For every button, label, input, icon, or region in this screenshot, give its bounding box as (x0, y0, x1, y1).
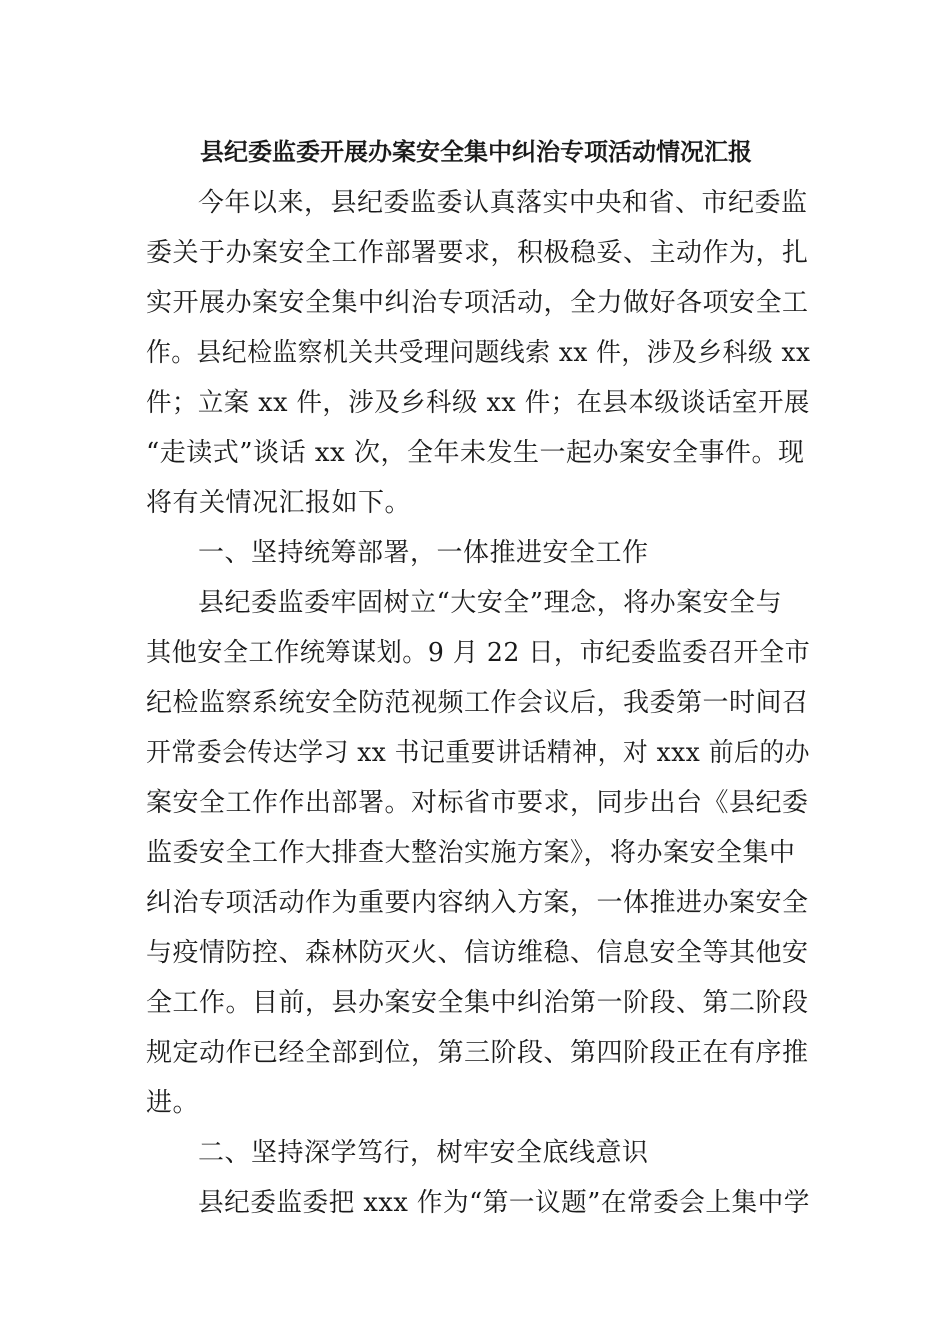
paragraph-line: 委关于办案安全工作部署要求，积极稳妥、主动作为，扎 (146, 238, 809, 268)
paragraph-line: 今年以来，县纪委监委认真落实中央和省、市纪委监 (198, 188, 808, 218)
paragraph-line: 县纪委监委牢固树立“大安全”理念，将办案安全与 (198, 588, 783, 618)
paragraph-line: 案安全工作作出部署。对标省市要求，同步出台《县纪委 (146, 788, 809, 818)
paragraph-line: 将有关情况汇报如下。 (146, 488, 412, 518)
section-heading: 二、坚持深学笃行，树牢安全底线意识 (198, 1138, 649, 1168)
paragraph-line: 纠治专项活动作为重要内容纳入方案，一体推进办案安全 (146, 888, 809, 918)
document-title: 县纪委监委开展办案安全集中纠治专项活动情况汇报 (200, 137, 752, 166)
paragraph-line: 件；立案 xx 件，涉及乡科级 xx 件；在县本级谈话室开展 (146, 388, 810, 418)
paragraph-line: “走读式”谈话 xx 次，全年未发生一起办案安全事件。现 (146, 438, 805, 468)
paragraph-line: 全工作。目前，县办案安全集中纠治第一阶段、第二阶段 (146, 988, 809, 1018)
paragraph-line: 规定动作已经全部到位，第三阶段、第四阶段正在有序推 (146, 1038, 809, 1068)
paragraph-line: 开常委会传达学习 xx 书记重要讲话精神，对 xxx 前后的办 (146, 738, 811, 768)
paragraph-line: 纪检监察系统安全防范视频工作会议后，我委第一时间召 (146, 688, 809, 718)
paragraph-line: 作。县纪检监察机关共受理问题线索 xx 件，涉及乡科级 xx (146, 338, 811, 368)
paragraph-line: 县纪委监委把 xxx 作为“第一议题”在常委会上集中学 (198, 1188, 810, 1218)
paragraph-line: 与疫情防控、森林防灭火、信访维稳、信息安全等其他安 (146, 938, 809, 968)
paragraph-line: 进。 (146, 1088, 200, 1118)
paragraph-line: 监委安全工作大排查大整治实施方案》，将办案安全集中 (146, 838, 796, 868)
paragraph-line: 其他安全工作统筹谋划。9 月 22 日，市纪委监委召开全市 (146, 638, 811, 668)
paragraph-line: 实开展办案安全集中纠治专项活动，全力做好各项安全工 (146, 288, 809, 318)
section-heading: 一、坚持统筹部署，一体推进安全工作 (198, 538, 649, 568)
